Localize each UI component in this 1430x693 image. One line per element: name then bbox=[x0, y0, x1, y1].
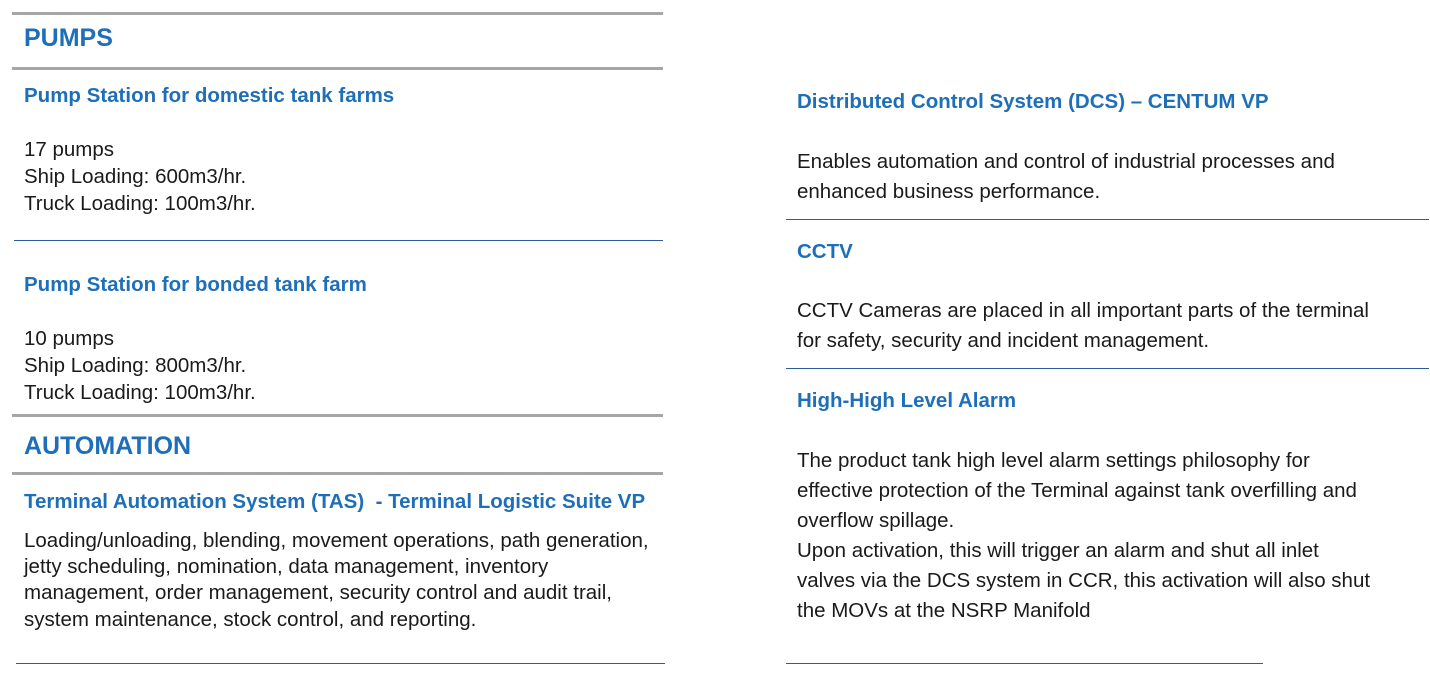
tas-description-line: jetty scheduling, nomination, data management, inventory bbox=[24, 555, 549, 578]
divider bbox=[12, 67, 663, 70]
subheading-cctv: CCTV bbox=[797, 240, 853, 263]
cctv-description-line: CCTV Cameras are placed in all important parts of the terminal bbox=[797, 299, 1369, 322]
alarm-description-line: the MOVs at the NSRP Manifold bbox=[797, 599, 1091, 622]
tas-description-line: Loading/unloading, blending, movement operations, path generation, bbox=[24, 529, 649, 552]
divider bbox=[14, 240, 663, 241]
divider bbox=[786, 219, 1429, 220]
domestic-truck-loading: Truck Loading: 100m3/hr. bbox=[24, 192, 256, 215]
alarm-description-line: The product tank high level alarm settings philosophy for bbox=[797, 449, 1310, 472]
bonded-ship-loading: Ship Loading: 800m3/hr. bbox=[24, 354, 247, 377]
tas-description-line: management, order management, security control and audit trail, bbox=[24, 581, 612, 604]
subheading-domestic-pump-station: Pump Station for domestic tank farms bbox=[24, 84, 395, 107]
bonded-truck-loading: Truck Loading: 100m3/hr. bbox=[24, 381, 256, 404]
divider bbox=[786, 368, 1429, 369]
tas-description-line: system maintenance, stock control, and reporting. bbox=[24, 608, 477, 631]
divider bbox=[12, 414, 663, 417]
divider bbox=[12, 472, 663, 475]
alarm-description-line: overflow spillage. bbox=[797, 509, 955, 532]
bonded-pump-count: 10 pumps bbox=[24, 327, 115, 350]
section-heading-automation: AUTOMATION bbox=[24, 432, 192, 460]
dcs-description-line: enhanced business performance. bbox=[797, 180, 1101, 203]
domestic-pump-count: 17 pumps bbox=[24, 138, 115, 161]
subheading-tas: Terminal Automation System (TAS) - Terminal Logistic Suite VP bbox=[24, 490, 646, 513]
divider bbox=[786, 663, 1263, 664]
alarm-description-line: effective protection of the Terminal against tank overfilling and bbox=[797, 479, 1357, 502]
domestic-ship-loading: Ship Loading: 600m3/hr. bbox=[24, 165, 247, 188]
subheading-high-high-level-alarm: High-High Level Alarm bbox=[797, 389, 1017, 412]
alarm-description-line: valves via the DCS system in CCR, this activation will also shut bbox=[797, 569, 1371, 592]
divider bbox=[12, 12, 663, 15]
subheading-bonded-pump-station: Pump Station for bonded tank farm bbox=[24, 273, 367, 296]
alarm-description-line: Upon activation, this will trigger an alarm and shut all inlet bbox=[797, 539, 1319, 562]
subheading-dcs: Distributed Control System (DCS) – CENTUM VP bbox=[797, 90, 1269, 113]
dcs-description-line: Enables automation and control of industrial processes and bbox=[797, 150, 1335, 173]
cctv-description-line: for safety, security and incident management. bbox=[797, 329, 1210, 352]
divider bbox=[16, 663, 665, 664]
section-heading-pumps: PUMPS bbox=[24, 24, 113, 52]
